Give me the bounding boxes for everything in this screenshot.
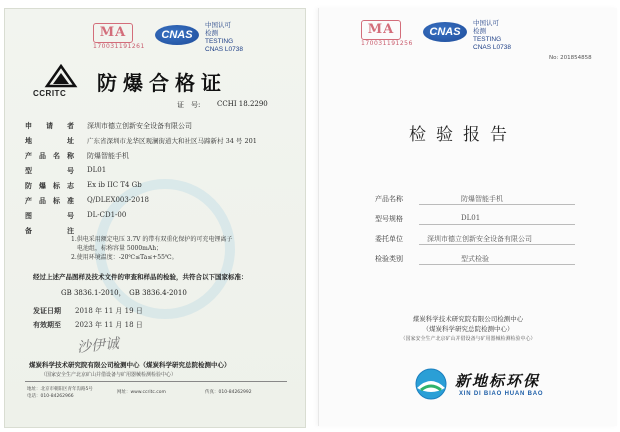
expiry-date-label: 有效期至 [33, 321, 61, 329]
cnas-text [473, 20, 511, 52]
field-value: DL-CD1-00 [87, 211, 127, 219]
underline [419, 224, 575, 225]
cnas-line4: CNAS L0738 [205, 46, 243, 53]
issuer-name: 煤炭科学技术研究院有限公司检测中心（煤炭科学研究总院检测中心） [29, 361, 231, 369]
cnas-line4: CNAS L0738 [473, 44, 511, 51]
report-field-row [375, 254, 575, 274]
issuer-sub: （国家安全生产北京矿山并借设备与矿用器械检测检验中心） [41, 372, 177, 378]
brand-globe-icon [411, 366, 451, 402]
cert-number-label: 证 号: [177, 101, 201, 109]
field-value: 广东省深圳市龙华区观澜街道大和社区马蹄新村 34 号 201 [87, 137, 257, 145]
cnas-line2: 检测 [205, 30, 218, 37]
cnas-oval: CNAS [423, 22, 467, 42]
cnas-line1: 中国认可 [205, 22, 231, 29]
report-field-row [375, 214, 575, 234]
report-field-value: 深圳市德立创新安全设备有限公司 [427, 235, 532, 243]
field-label: 产 品 名 称 [25, 152, 74, 160]
cnas-text [205, 22, 243, 54]
certificate-title: 防爆合格证 [97, 71, 227, 95]
report-field-list [375, 194, 575, 274]
report-issuer-line1: 煤炭科学技术研究院有限公司检测中心 [412, 315, 524, 323]
ccritc-logo-text: CCRITC [33, 89, 67, 98]
field-row [25, 151, 297, 166]
standards-line: GB 3836.1-2010， GB 3836.4-2010 [61, 289, 187, 297]
expiry-date-value: 2023 年 11 月 18 日 [75, 321, 143, 329]
field-label: 型 号 [25, 167, 74, 175]
report-issuer-line2: （煤炭科学研究总院检测中心） [422, 325, 514, 333]
remark-line: 1.供电采用额定电压 3.7V 的带有双重化保护的可充电锂离子 [71, 236, 233, 243]
field-value: Ex ib IIC T4 Gb [87, 181, 142, 189]
underline [419, 244, 575, 245]
ccritc-logo-icon [41, 64, 81, 88]
report-field-row [375, 194, 575, 214]
footer-address: 地址：北京市朝阳区青年沟路5号 [27, 387, 93, 392]
report-field-value: 防爆智能手机 [461, 195, 503, 203]
cnas-logo [155, 25, 199, 45]
field-value: Q/DLEX003-2018 [87, 196, 149, 204]
explosion-proof-certificate [4, 8, 306, 428]
field-row [25, 121, 297, 136]
field-label: 申 请 者 [25, 122, 74, 130]
field-value: 深圳市德立创新安全设备有限公司 [87, 122, 192, 130]
ma-stamp-number: 170031191261 [93, 43, 145, 50]
cnas-oval: CNAS [155, 25, 199, 45]
signature: 沙伊诚 [76, 335, 120, 357]
remark-line: 电池组，标称容量 5000mAh； [71, 245, 163, 252]
report-number: No: 201854858 [549, 55, 592, 61]
issue-date-value: 2018 年 11 月 19 日 [75, 307, 143, 315]
brand-name-en: XIN DI BIAO HUAN BAO [459, 391, 544, 397]
report-field-row [375, 234, 575, 254]
field-label: 防 爆 标 志 [25, 182, 74, 190]
brand-name-cn: 新地标环保 [455, 372, 541, 390]
report-field-value: DL01 [461, 214, 481, 222]
field-row [25, 181, 297, 196]
cnas-line3: TESTING [473, 36, 502, 43]
report-field-label: 委托单位 [375, 235, 403, 243]
footer-phone: 电话：010-84262966 [27, 394, 74, 399]
ma-stamp-number: 170031191256 [361, 40, 413, 47]
field-label: 图 号 [25, 212, 74, 220]
field-row [25, 166, 297, 181]
field-label: 产 品 标 准 [25, 197, 74, 205]
field-row [25, 136, 297, 151]
ma-stamp-text: MA [93, 23, 133, 43]
field-label: 地 址 [25, 137, 74, 145]
ma-stamp [361, 20, 413, 47]
field-row [25, 211, 297, 226]
cnas-logo [423, 22, 467, 42]
ma-stamp-text: MA [361, 20, 401, 40]
field-value: DL01 [87, 166, 107, 174]
footer-fax: 传真：010-84262992 [205, 390, 252, 395]
report-issuer-line3: （国家安全生产北京矿山并借设备与矿用器械检测检验中心） [400, 336, 536, 342]
issue-date-label: 发证日期 [33, 307, 61, 315]
ma-stamp [93, 23, 145, 50]
cnas-line1: 中国认可 [473, 20, 499, 27]
report-field-label: 检验类别 [375, 255, 403, 263]
remark-line: 2.使用环境温度：-20℃≤Ta≤+55℃。 [71, 254, 178, 261]
remarks-block [71, 235, 232, 262]
footer-left [27, 386, 93, 400]
report-title: 检验报告 [409, 125, 517, 145]
report-field-value: 型式检验 [461, 255, 489, 263]
underline [419, 264, 575, 265]
field-list [25, 121, 297, 240]
underline [419, 204, 575, 205]
cnas-line2: 检测 [473, 28, 486, 35]
inspection-report [318, 8, 617, 426]
field-label: 备 注 [25, 227, 74, 235]
field-row [25, 196, 297, 211]
statement: 经过上述产品图样及技术文件的审查和样品的检验，共符合以下国家标准： [33, 273, 248, 281]
cert-number-value: CCHI 18.2290 [217, 100, 268, 108]
field-value: 防爆智能手机 [87, 152, 129, 160]
report-field-label: 型号规格 [375, 215, 403, 223]
footer-divider [25, 381, 287, 382]
cnas-line3: TESTING [205, 38, 234, 45]
footer-website: 网址：www.ccritc.com [117, 390, 166, 395]
report-field-label: 产品名称 [375, 195, 403, 203]
report-issuer [319, 314, 617, 344]
